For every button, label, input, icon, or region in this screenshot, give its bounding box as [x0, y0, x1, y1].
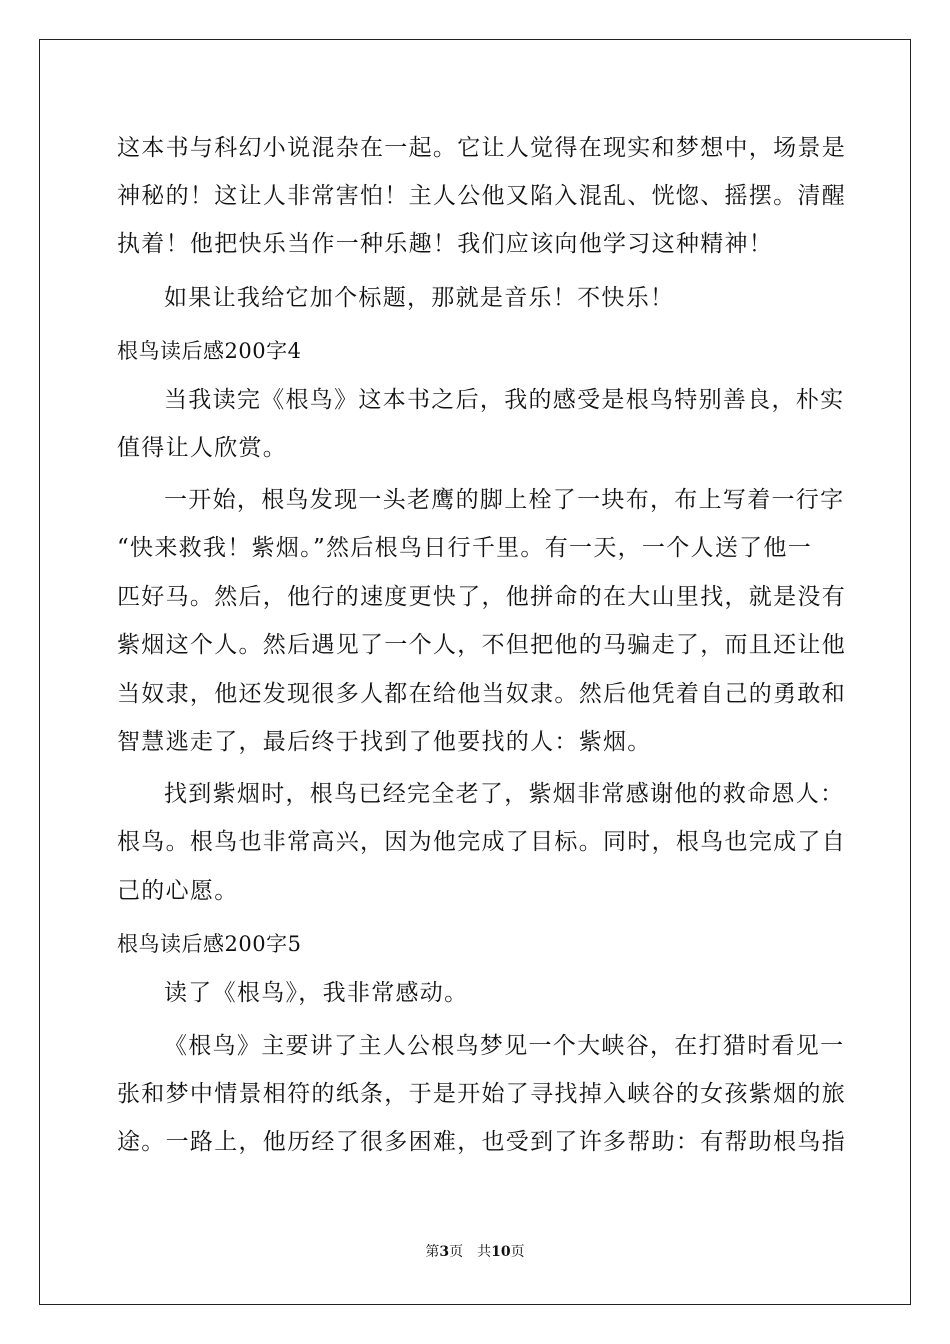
text-line: “快来救我！紫烟。”然后根鸟日行千里。有一天，一个人送了他一: [117, 535, 813, 561]
text-line: 紫烟这个人。然后遇见了一个人，不但把他的马骗走了，而且还让他: [117, 632, 846, 658]
text-line: 己的心愿。: [117, 878, 239, 904]
text-line: 执着！他把快乐当作一种乐趣！我们应该向他学习这种精神！: [117, 231, 774, 257]
page-number: 3: [439, 1244, 450, 1260]
paragraph-line: 找到紫烟时，根鸟已经完全老了，紫烟非常感谢他的救命恩人：: [164, 781, 845, 807]
paragraph-line: 读了《根鸟》，我非常感动。: [164, 980, 469, 1006]
total-suffix: 页: [510, 1244, 525, 1260]
paragraph-line: 如果让我给它加个标题，那就是音乐！不快乐！: [164, 285, 675, 311]
text-line: 根鸟。根鸟也非常高兴，因为他完成了目标。同时，根鸟也完成了自: [117, 829, 846, 855]
page-footer: [0, 1242, 950, 1262]
page-suffix: 页: [449, 1244, 464, 1260]
total-pages: 10: [491, 1244, 511, 1260]
paragraph-line: 当我读完《根鸟》这本书之后，我的感受是根鸟特别善良，朴实: [164, 387, 845, 413]
text-line: 这本书与科幻小说混杂在一起。它让人觉得在现实和梦想中，场景是: [117, 135, 846, 161]
paragraph-line: 《根鸟》主要讲了主人公根鸟梦见一个大峡谷，在打猎时看见一: [164, 1033, 845, 1059]
paragraph-line: 一开始，根鸟发现一头老鹰的脚上栓了一块布，布上写着一行字: [164, 487, 845, 513]
section-heading: 根鸟读后感200字5: [117, 932, 302, 956]
page-prefix: 第: [425, 1244, 440, 1260]
text-line: 张和梦中情景相符的纸条，于是开始了寻找掉入峡谷的女孩紫烟的旅: [117, 1081, 846, 1107]
text-line: 神秘的！这让人非常害怕！主人公他又陷入混乱、恍惚、摇摆。清醒: [117, 183, 846, 209]
text-line: 匹好马。然后，他行的速度更快了，他拼命的在大山里找，就是没有: [117, 584, 846, 610]
text-line: 值得让人欣赏。: [117, 435, 288, 461]
text-line: 智慧逃走了，最后终于找到了他要找的人：紫烟。: [117, 729, 652, 755]
section-heading: 根鸟读后感200字4: [117, 339, 302, 363]
text-line: 当奴隶，他还发现很多人都在给他当奴隶。然后他凭着自己的勇敢和: [117, 681, 846, 707]
total-prefix: 共: [477, 1244, 492, 1260]
text-line: 途。一路上，他历经了很多困难，也受到了许多帮助：有帮助根鸟指: [117, 1129, 846, 1155]
